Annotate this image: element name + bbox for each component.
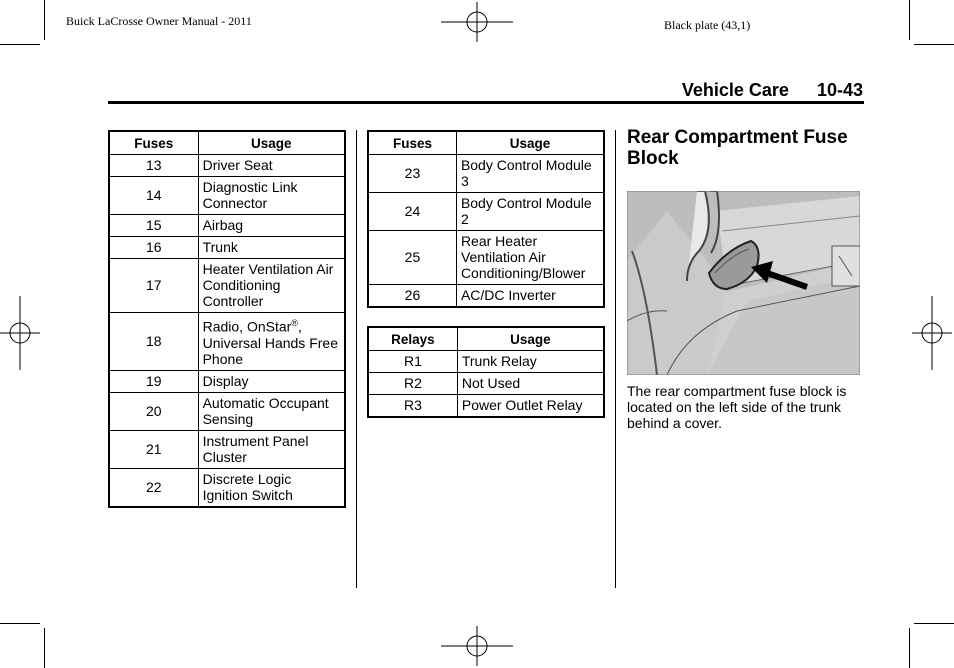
table-row bbox=[109, 468, 345, 507]
registration-mark-right bbox=[912, 296, 952, 370]
plate-label: Black plate (43,1) bbox=[664, 18, 751, 32]
table-row bbox=[109, 392, 345, 430]
fuse-usage: Display bbox=[198, 370, 345, 392]
crop-mark bbox=[44, 628, 45, 668]
fuse-usage: Discrete Logic Ignition Switch bbox=[198, 468, 345, 507]
manual-title: Buick LaCrosse Owner Manual - 2011 bbox=[66, 14, 252, 28]
crop-mark bbox=[909, 628, 910, 668]
column-divider bbox=[615, 130, 616, 588]
fuse-number: 26 bbox=[368, 285, 456, 308]
table-header-row bbox=[109, 131, 345, 155]
crop-mark bbox=[914, 44, 954, 45]
fuse-number: 13 bbox=[109, 155, 198, 177]
fuse-usage: Rear Heater Ventilation Air Conditioning/Blower bbox=[456, 231, 604, 285]
table-row bbox=[368, 193, 604, 231]
table-row bbox=[368, 155, 604, 193]
column-header: Usage bbox=[456, 131, 604, 155]
fuse-number: 16 bbox=[109, 237, 198, 259]
section-heading: Rear Compartment Fuse Block bbox=[627, 127, 848, 169]
crop-mark bbox=[909, 0, 910, 40]
crop-mark bbox=[0, 44, 40, 45]
caption: The rear compartment fuse block is located on the left side of the trunk behind a cover. bbox=[627, 383, 847, 431]
table-row bbox=[109, 215, 345, 237]
column-header: Usage bbox=[198, 131, 345, 155]
header-rule bbox=[108, 101, 864, 104]
fuse-number: 25 bbox=[368, 231, 456, 285]
section-title: Vehicle Care bbox=[681, 80, 789, 100]
relay-number: R2 bbox=[368, 373, 457, 395]
column-header: Relays bbox=[368, 327, 457, 351]
fuse-number: 24 bbox=[368, 193, 456, 231]
crop-mark bbox=[914, 623, 954, 624]
fuse-usage: Airbag bbox=[198, 215, 345, 237]
column-header: Usage bbox=[457, 327, 604, 351]
fuse-usage: Automatic Occupant Sensing bbox=[198, 392, 345, 430]
fuse-number: 18 bbox=[109, 313, 198, 371]
relay-table bbox=[367, 326, 605, 418]
table-header-row bbox=[368, 131, 604, 155]
column-header: Fuses bbox=[109, 131, 198, 155]
fuse-table-2 bbox=[367, 130, 605, 308]
fuse-number: 14 bbox=[109, 177, 198, 215]
fuse-table-1 bbox=[108, 130, 346, 508]
registration-mark-top bbox=[441, 2, 513, 42]
table-row bbox=[109, 155, 345, 177]
column-divider bbox=[356, 130, 357, 588]
table-row bbox=[368, 285, 604, 308]
relay-usage: Trunk Relay bbox=[457, 351, 604, 373]
table-row bbox=[109, 237, 345, 259]
fuse-usage: Instrument Panel Cluster bbox=[198, 430, 345, 468]
fuse-usage: AC/DC Inverter bbox=[456, 285, 604, 308]
registered-mark: ® bbox=[291, 318, 298, 328]
fuse-number: 17 bbox=[109, 259, 198, 313]
crop-mark bbox=[0, 623, 40, 624]
page-number: 10-43 bbox=[816, 80, 863, 100]
registration-mark-bottom bbox=[441, 626, 513, 666]
table-row bbox=[368, 231, 604, 285]
trunk-fuse-block-illustration bbox=[627, 191, 860, 375]
registration-mark-left bbox=[0, 296, 40, 370]
fuse-usage: Driver Seat bbox=[198, 155, 345, 177]
fuse-number: 22 bbox=[109, 468, 198, 507]
table-row bbox=[109, 430, 345, 468]
usage-text: Radio, OnStar bbox=[202, 318, 292, 335]
relay-number: R3 bbox=[368, 395, 457, 418]
fuse-number: 20 bbox=[109, 392, 198, 430]
fuse-usage: Body Control Module 2 bbox=[456, 193, 604, 231]
column-header: Fuses bbox=[368, 131, 456, 155]
fuse-usage: Trunk bbox=[198, 237, 345, 259]
table-row bbox=[368, 395, 604, 418]
table-row bbox=[109, 177, 345, 215]
relay-number: R1 bbox=[368, 351, 457, 373]
fuse-usage: Body Control Module 3 bbox=[456, 155, 604, 193]
fuse-number: 15 bbox=[109, 215, 198, 237]
table-row bbox=[109, 313, 345, 371]
fuse-usage: Diagnostic Link Connector bbox=[198, 177, 345, 215]
fuse-number: 21 bbox=[109, 430, 198, 468]
fuse-number: 23 bbox=[368, 155, 456, 193]
table-row bbox=[368, 351, 604, 373]
relay-usage: Power Outlet Relay bbox=[457, 395, 604, 418]
table-row bbox=[109, 259, 345, 313]
usage-text-rest: , Universal Hands Free Phone bbox=[202, 318, 338, 367]
fuse-usage: Heater Ventilation Air Conditioning Controller bbox=[198, 259, 345, 313]
relay-usage: Not Used bbox=[457, 373, 604, 395]
table-row bbox=[109, 370, 345, 392]
fuse-usage bbox=[198, 313, 345, 371]
table-row bbox=[368, 373, 604, 395]
section-header bbox=[682, 80, 863, 101]
table-header-row bbox=[368, 327, 604, 351]
crop-mark bbox=[44, 0, 45, 40]
fuse-number: 19 bbox=[109, 370, 198, 392]
